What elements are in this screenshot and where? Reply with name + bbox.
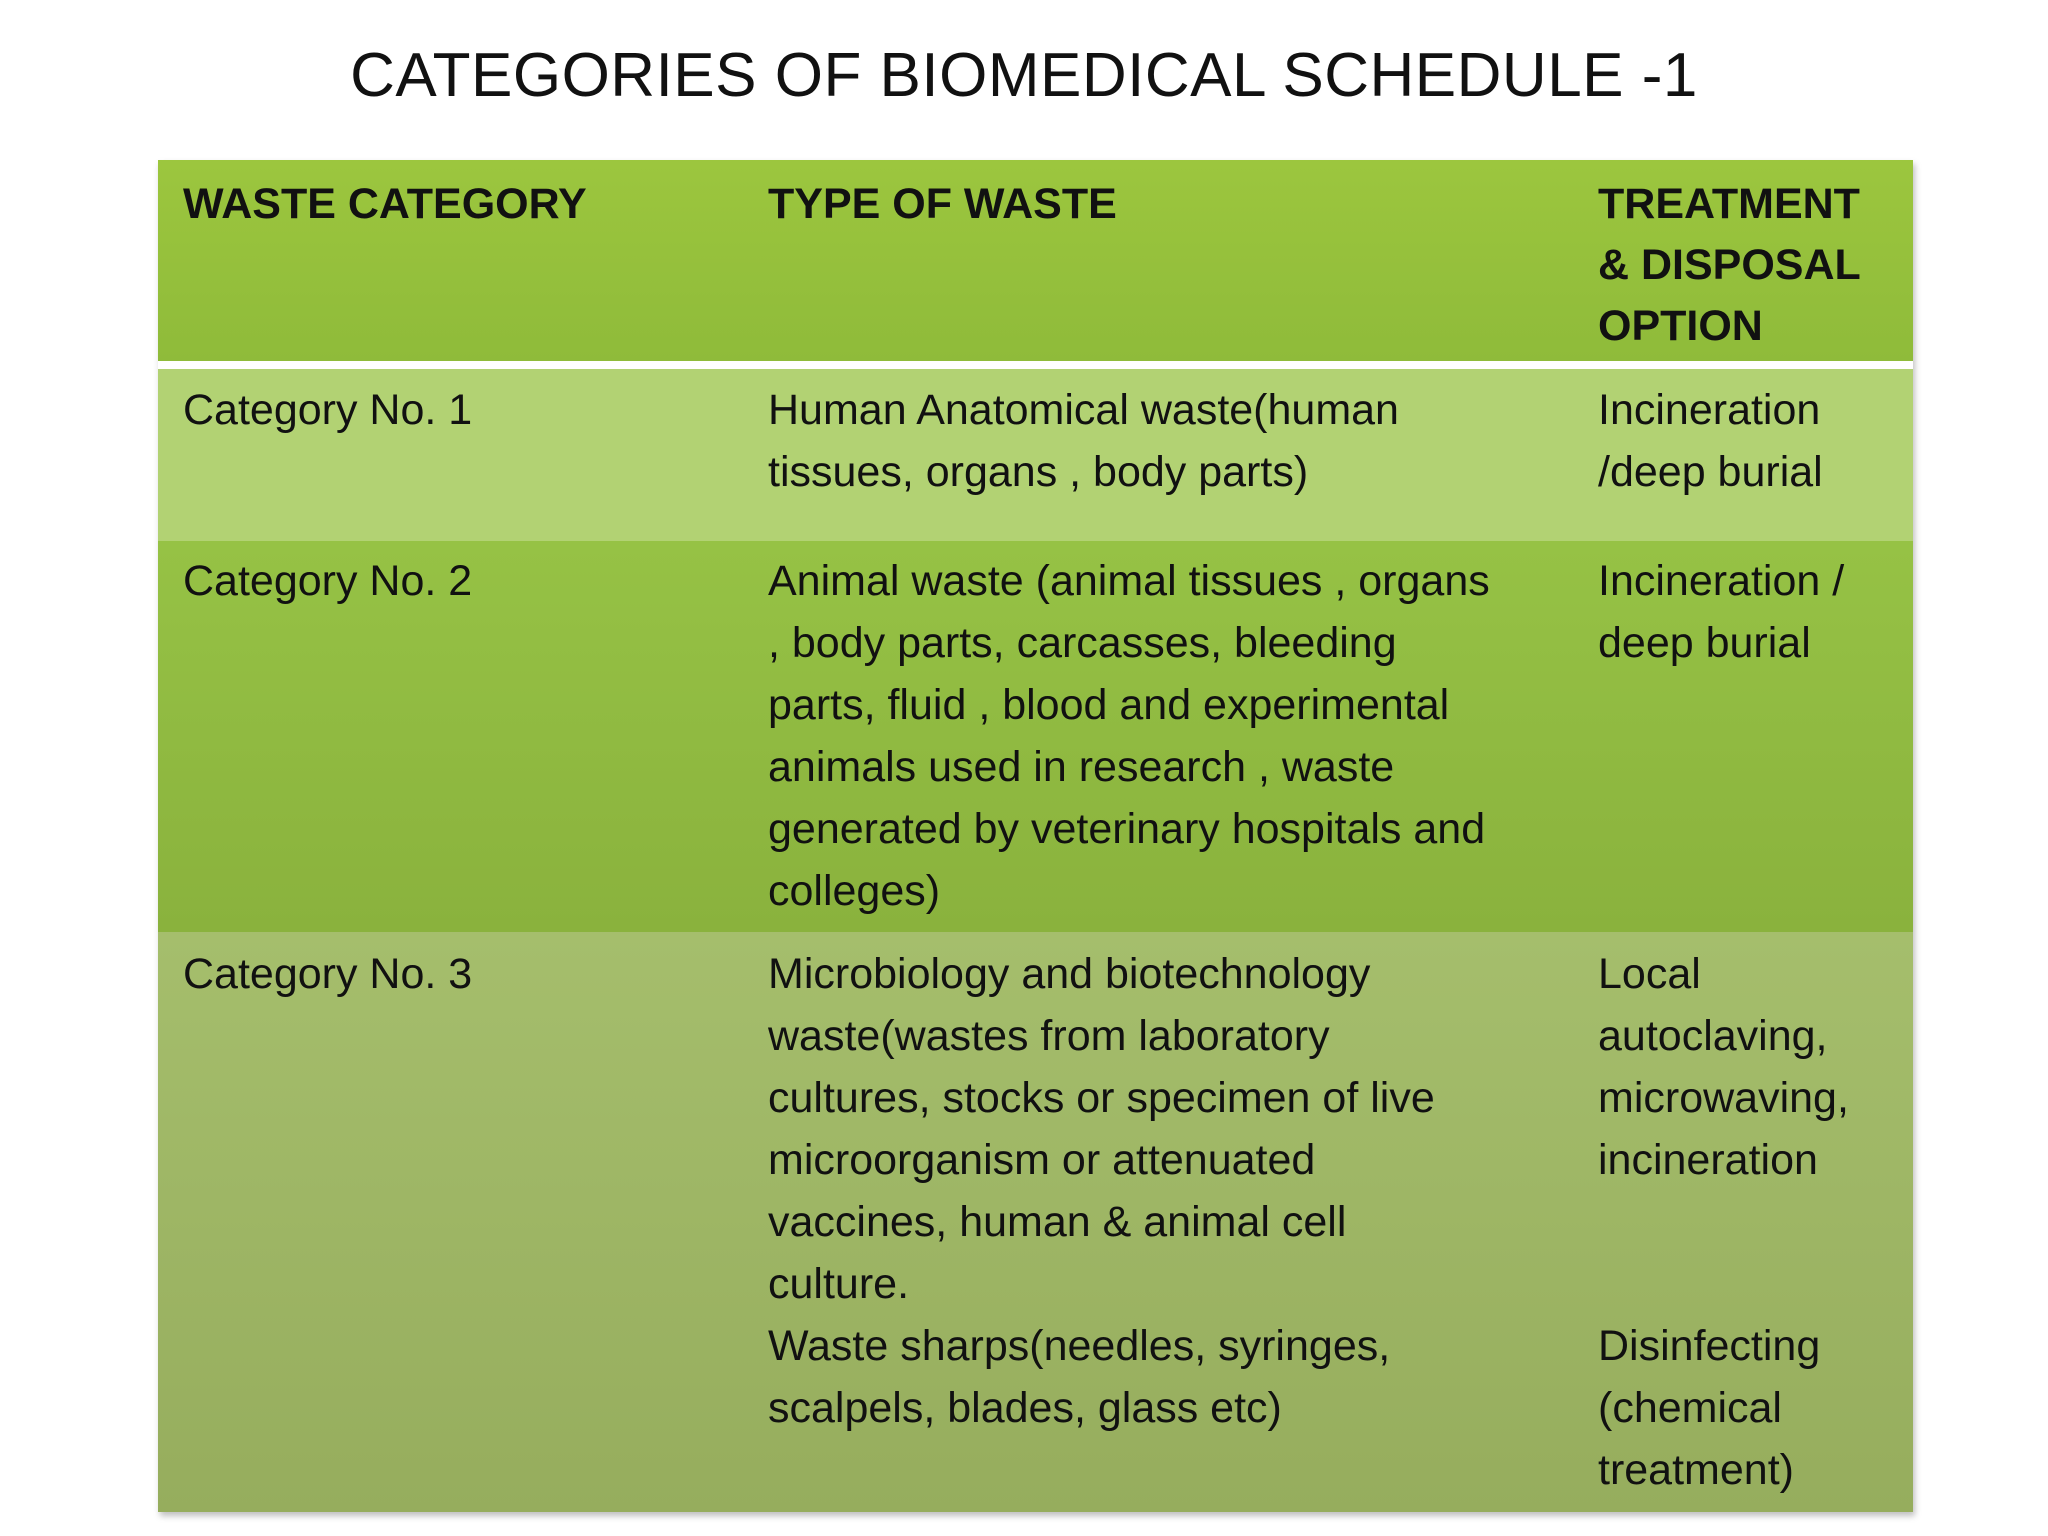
header-treatment-line: OPTION bbox=[1598, 302, 1763, 350]
table-header-row bbox=[158, 160, 1913, 361]
header-type-of-waste: TYPE OF WASTE bbox=[768, 180, 1117, 228]
type-line: , body parts, carcasses, bleeding bbox=[768, 619, 1397, 667]
type-line: scalpels, blades, glass etc) bbox=[768, 1384, 1282, 1432]
type-line: Human Anatomical waste(human bbox=[768, 386, 1399, 434]
type-line: waste(wastes from laboratory bbox=[768, 1012, 1330, 1060]
header-divider bbox=[158, 361, 1913, 369]
treatment-line: deep burial bbox=[1598, 619, 1811, 667]
treatment-line: Incineration bbox=[1598, 386, 1821, 434]
treatment-cell bbox=[1598, 943, 1903, 1501]
type-of-waste-cell bbox=[768, 550, 1578, 922]
type-line: colleges) bbox=[768, 867, 941, 915]
table-row bbox=[158, 369, 1913, 541]
treatment-line: autoclaving, bbox=[1598, 1012, 1828, 1060]
category-cell: Category No. 2 bbox=[183, 557, 473, 605]
table-row bbox=[158, 932, 1913, 1512]
treatment-line: treatment) bbox=[1598, 1446, 1794, 1494]
treatment-line: Incineration / bbox=[1598, 557, 1845, 605]
type-line: Waste sharps(needles, syringes, bbox=[768, 1322, 1391, 1370]
treatment-line: microwaving, bbox=[1598, 1074, 1849, 1122]
type-line: Animal waste (animal tissues , organs bbox=[768, 557, 1490, 605]
header-treatment-line: TREATMENT bbox=[1598, 180, 1860, 228]
type-line: generated by veterinary hospitals and bbox=[768, 805, 1486, 853]
treatment-line: /deep burial bbox=[1598, 448, 1823, 496]
treatment-line: Disinfecting bbox=[1598, 1322, 1821, 1370]
treatment-spacer bbox=[1598, 1191, 1903, 1315]
type-line: microorganism or attenuated bbox=[768, 1136, 1316, 1184]
type-line: Microbiology and biotechnology bbox=[768, 950, 1371, 998]
treatment-cell bbox=[1598, 379, 1903, 503]
treatment-line: (chemical bbox=[1598, 1384, 1782, 1432]
header-waste-category: WASTE CATEGORY bbox=[183, 180, 587, 228]
header-treatment-line: & DISPOSAL bbox=[1598, 241, 1861, 289]
treatment-line: Local bbox=[1598, 950, 1701, 998]
type-line: vaccines, human & animal cell bbox=[768, 1198, 1347, 1246]
slide-title: CATEGORIES OF BIOMEDICAL SCHEDULE -1 bbox=[350, 41, 1698, 110]
waste-category-table bbox=[158, 160, 1913, 1512]
type-of-waste-cell bbox=[768, 379, 1578, 503]
type-line: culture. bbox=[768, 1260, 910, 1308]
type-line: animals used in research , waste bbox=[768, 743, 1395, 791]
header-treatment-disposal bbox=[1598, 174, 1903, 357]
category-cell: Category No. 3 bbox=[183, 950, 473, 998]
type-line: tissues, organs , body parts) bbox=[768, 448, 1309, 496]
treatment-cell bbox=[1598, 550, 1903, 674]
treatment-line: incineration bbox=[1598, 1136, 1818, 1184]
type-of-waste-cell bbox=[768, 943, 1578, 1439]
type-line: parts, fluid , blood and experimental bbox=[768, 681, 1450, 729]
category-cell: Category No. 1 bbox=[183, 386, 473, 434]
table-row bbox=[158, 541, 1913, 932]
type-line: cultures, stocks or specimen of live bbox=[768, 1074, 1435, 1122]
